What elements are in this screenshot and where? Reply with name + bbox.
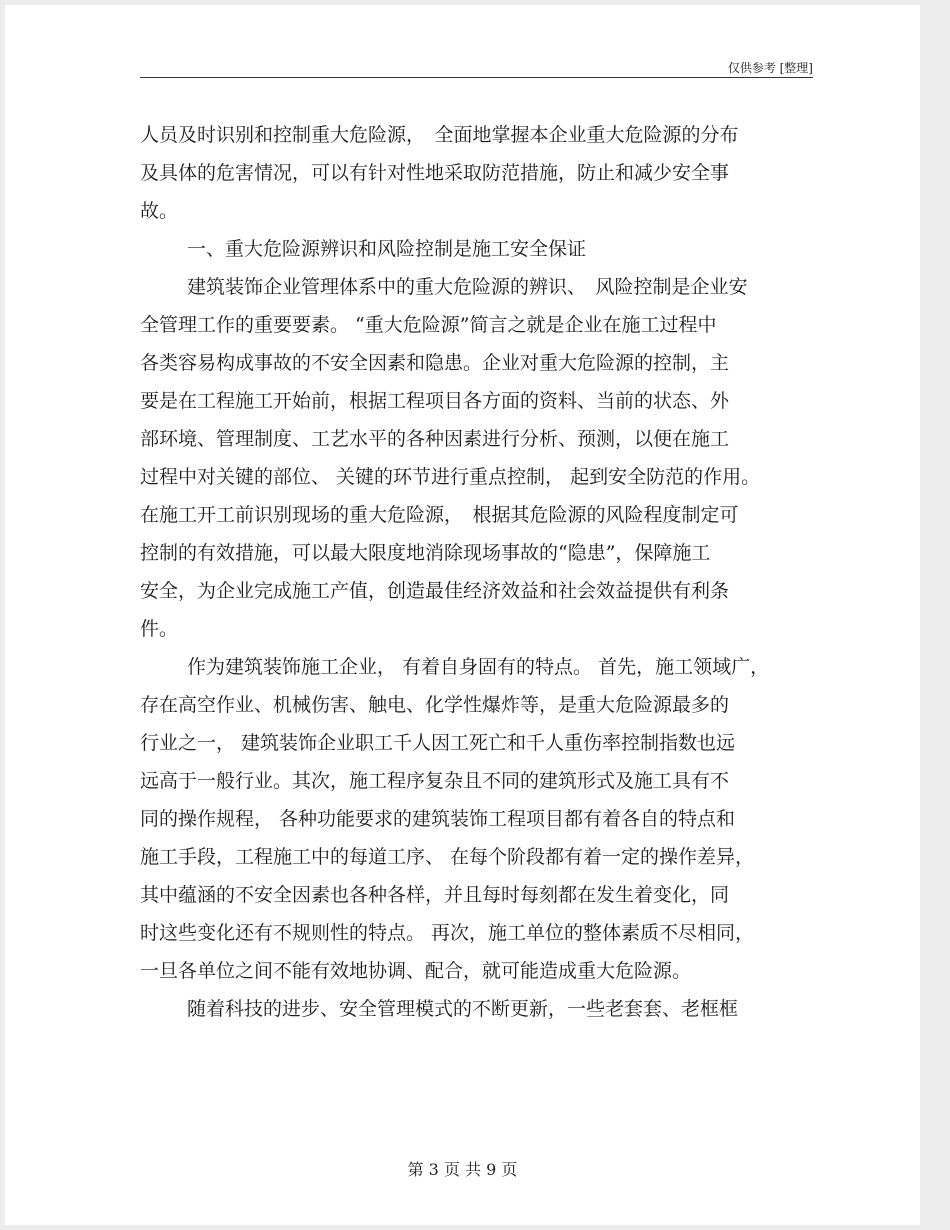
- text-line: 各类容易构成事故的不安全因素和隐患。企业对重大危险源的控制，主: [140, 352, 730, 374]
- text-line: 全管理工作的重要要素。 “重大危险源”简言之就是企业在施工过程中: [140, 314, 717, 336]
- document-page: [5, 5, 920, 1225]
- text-line: 作为建筑装饰施工企业， 有着自身固有的特点。 首先，施工领域广，: [187, 656, 770, 678]
- text-line: 及具体的危害情况，可以有针对性地采取防范措施，防止和减少安全事: [140, 162, 730, 184]
- text-line: 行业之一， 建筑装饰企业职工千人因工死亡和千人重伤率控制指数也远: [140, 732, 736, 754]
- text-line: 建筑装饰企业管理体系中的重大危险源的辨识、 风险控制是企业安: [187, 276, 748, 298]
- text-line: 安全，为企业完成施工产值，创造最佳经济效益和社会效益提供有利条: [140, 580, 730, 602]
- text-line: 人员及时识别和控制重大危险源， 全面地掌握本企业重大危险源的分布: [140, 124, 739, 146]
- text-line: 部环境、管理制度、工艺水平的各种因素进行分析、预测，以便在施工: [140, 428, 730, 450]
- text-line: 一、重大危险源辨识和风险控制是施工安全保证: [187, 238, 587, 260]
- text-line: 一旦各单位之间不能有效地协调、配合，就可能造成重大危险源。: [140, 960, 692, 982]
- text-line: 施工手段，工程施工中的每道工序、 在每个阶段都有着一定的操作差异，: [140, 846, 755, 868]
- page-footer: 第 3 页 共 9 页: [407, 1160, 518, 1179]
- text-line: 其中蕴涵的不安全因素也各种各样，并且每时每刻都在发生着变化，同: [140, 884, 730, 906]
- page-header: 仅供参考 [整理]: [727, 61, 813, 75]
- text-line: 故。: [140, 200, 179, 222]
- text-line: 控制的有效措施，可以最大限度地消除现场事故的“隐患”，保障施工: [140, 542, 711, 564]
- header-divider: [140, 77, 813, 78]
- text-line: 时这些变化还有不规则性的特点。 再次，施工单位的整体素质不尽相同，: [140, 922, 755, 944]
- text-line: 要是在工程施工开始前，根据工程项目各方面的资料、当前的状态、外: [140, 390, 730, 412]
- text-line: 存在高空作业、机械伤害、触电、化学性爆炸等，是重大危险源最多的: [140, 694, 730, 716]
- text-line: 远高于一般行业。其次，施工程序复杂且不同的建筑形式及施工具有不: [140, 770, 730, 792]
- body-text: [140, 116, 813, 1028]
- text-line: 件。: [140, 618, 179, 640]
- text-line: 在施工开工前识别现场的重大危险源， 根据其危险源的风险程度制定可: [140, 504, 739, 526]
- text-line: 随着科技的进步、安全管理模式的不断更新，一些老套套、老框框: [187, 998, 739, 1020]
- text-line: 过程中对关键的部位、 关键的环节进行重点控制， 起到安全防范的作用。: [140, 466, 761, 488]
- text-line: 同的操作规程， 各种功能要求的建筑装饰工程项目都有着各自的特点和: [140, 808, 736, 830]
